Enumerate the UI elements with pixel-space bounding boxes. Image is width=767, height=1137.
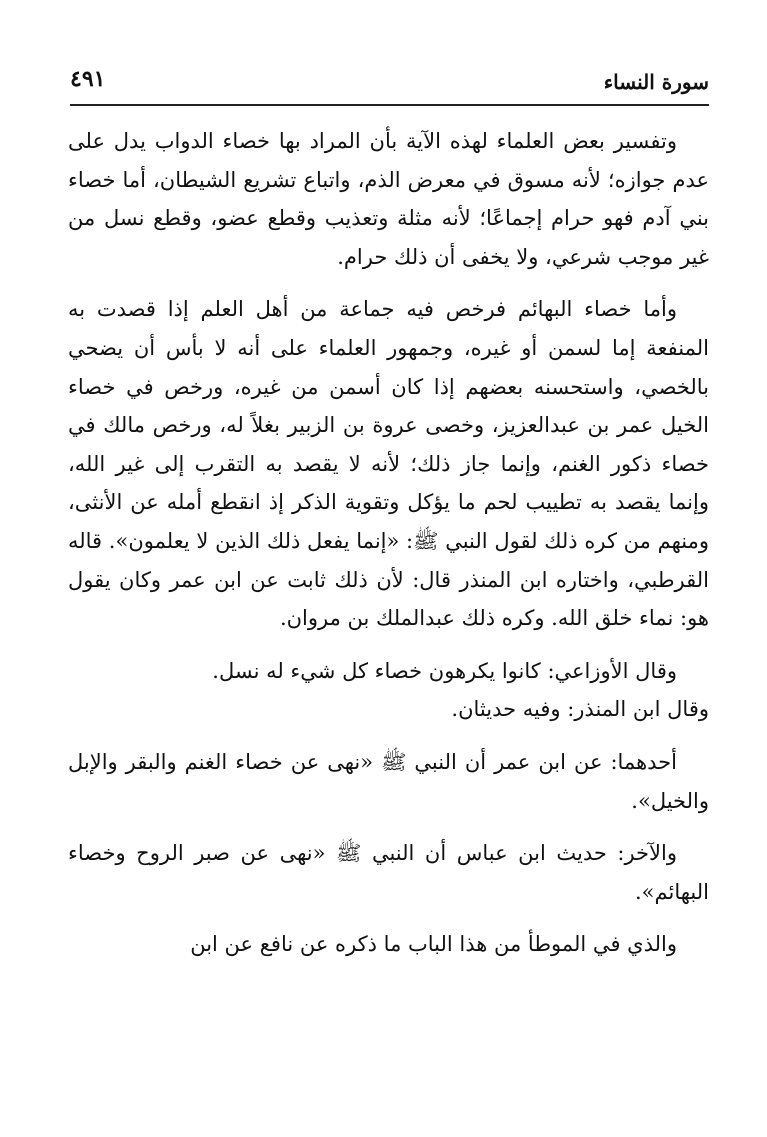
paragraph-3: وقال الأوزاعي: كانوا يكرهون خصاء كل شيء له نسل. <box>212 658 677 683</box>
surah-title: سورة النساء <box>603 70 709 94</box>
paragraph-2: وأما خصاء البهائم فرخص فيه جماعة من أهل العلم إذا قصدت به المنفعة إما لسمن أو غيره، وجمهور العلماء على أنه لا بأس أن يضحي بالخصي، واستحسنه بعضهم إذا كان أسمن من غيره، ورخص في خصاء الخيل عمر بن عبدالعزيز، وخصى عروة بن الزبير بغلاً له، ورخص مالك في خصاء ذكور الغنم، وإنما جاز ذلك؛ لأنه لا يقصد به التقرب إلى غير الله، وإنما يقصد به تطييب لحم ما يؤكل وتقوية الذكر إذ انقطع أمله عن الأنثى، ومنهم من كره ذلك لقول النبي ﷺ: «إنما يفعل ذلك الذين لا يعلمون». قاله القرطبي، واختاره ابن المنذر قال: لأن ذلك ثابت عن ابن عمر وكان يقول هو: نماء خلق الله. وكره ذلك عبدالملك بن مروان. <box>68 297 709 631</box>
page-body <box>68 122 709 964</box>
header-divider <box>70 104 709 106</box>
paragraph-1: وتفسير بعض العلماء لهذه الآية بأن المراد بها خصاء الدواب يدل على عدم جوازه؛ لأنه مسوق في معرض الذم، واتباع تشريع الشيطان، أما خصاء بني آدم فهو حرام إجماعًا؛ لأنه مثلة وتعذيب وقطع عضو، وقطع نسل من غير موجب شرعي، ولا يخفى أن ذلك حرام. <box>68 129 709 269</box>
paragraph-5: أحدهما: عن ابن عمر أن النبي ﷺ «نهى عن خصاء الغنم والبقر والإبل والخيل». <box>68 749 709 813</box>
paragraph-4: وقال ابن المنذر: وفيه حديثان. <box>451 697 709 722</box>
page-number: ٤٩١ <box>70 66 106 92</box>
paragraph-7: والذي في الموطأ من هذا الباب ما ذكره عن نافع عن ابن <box>190 932 677 957</box>
page-header <box>70 62 709 106</box>
paragraph-6: والآخر: حديث ابن عباس أن النبي ﷺ «نهى عن صبر الروح وخصاء البهائم». <box>68 841 709 904</box>
